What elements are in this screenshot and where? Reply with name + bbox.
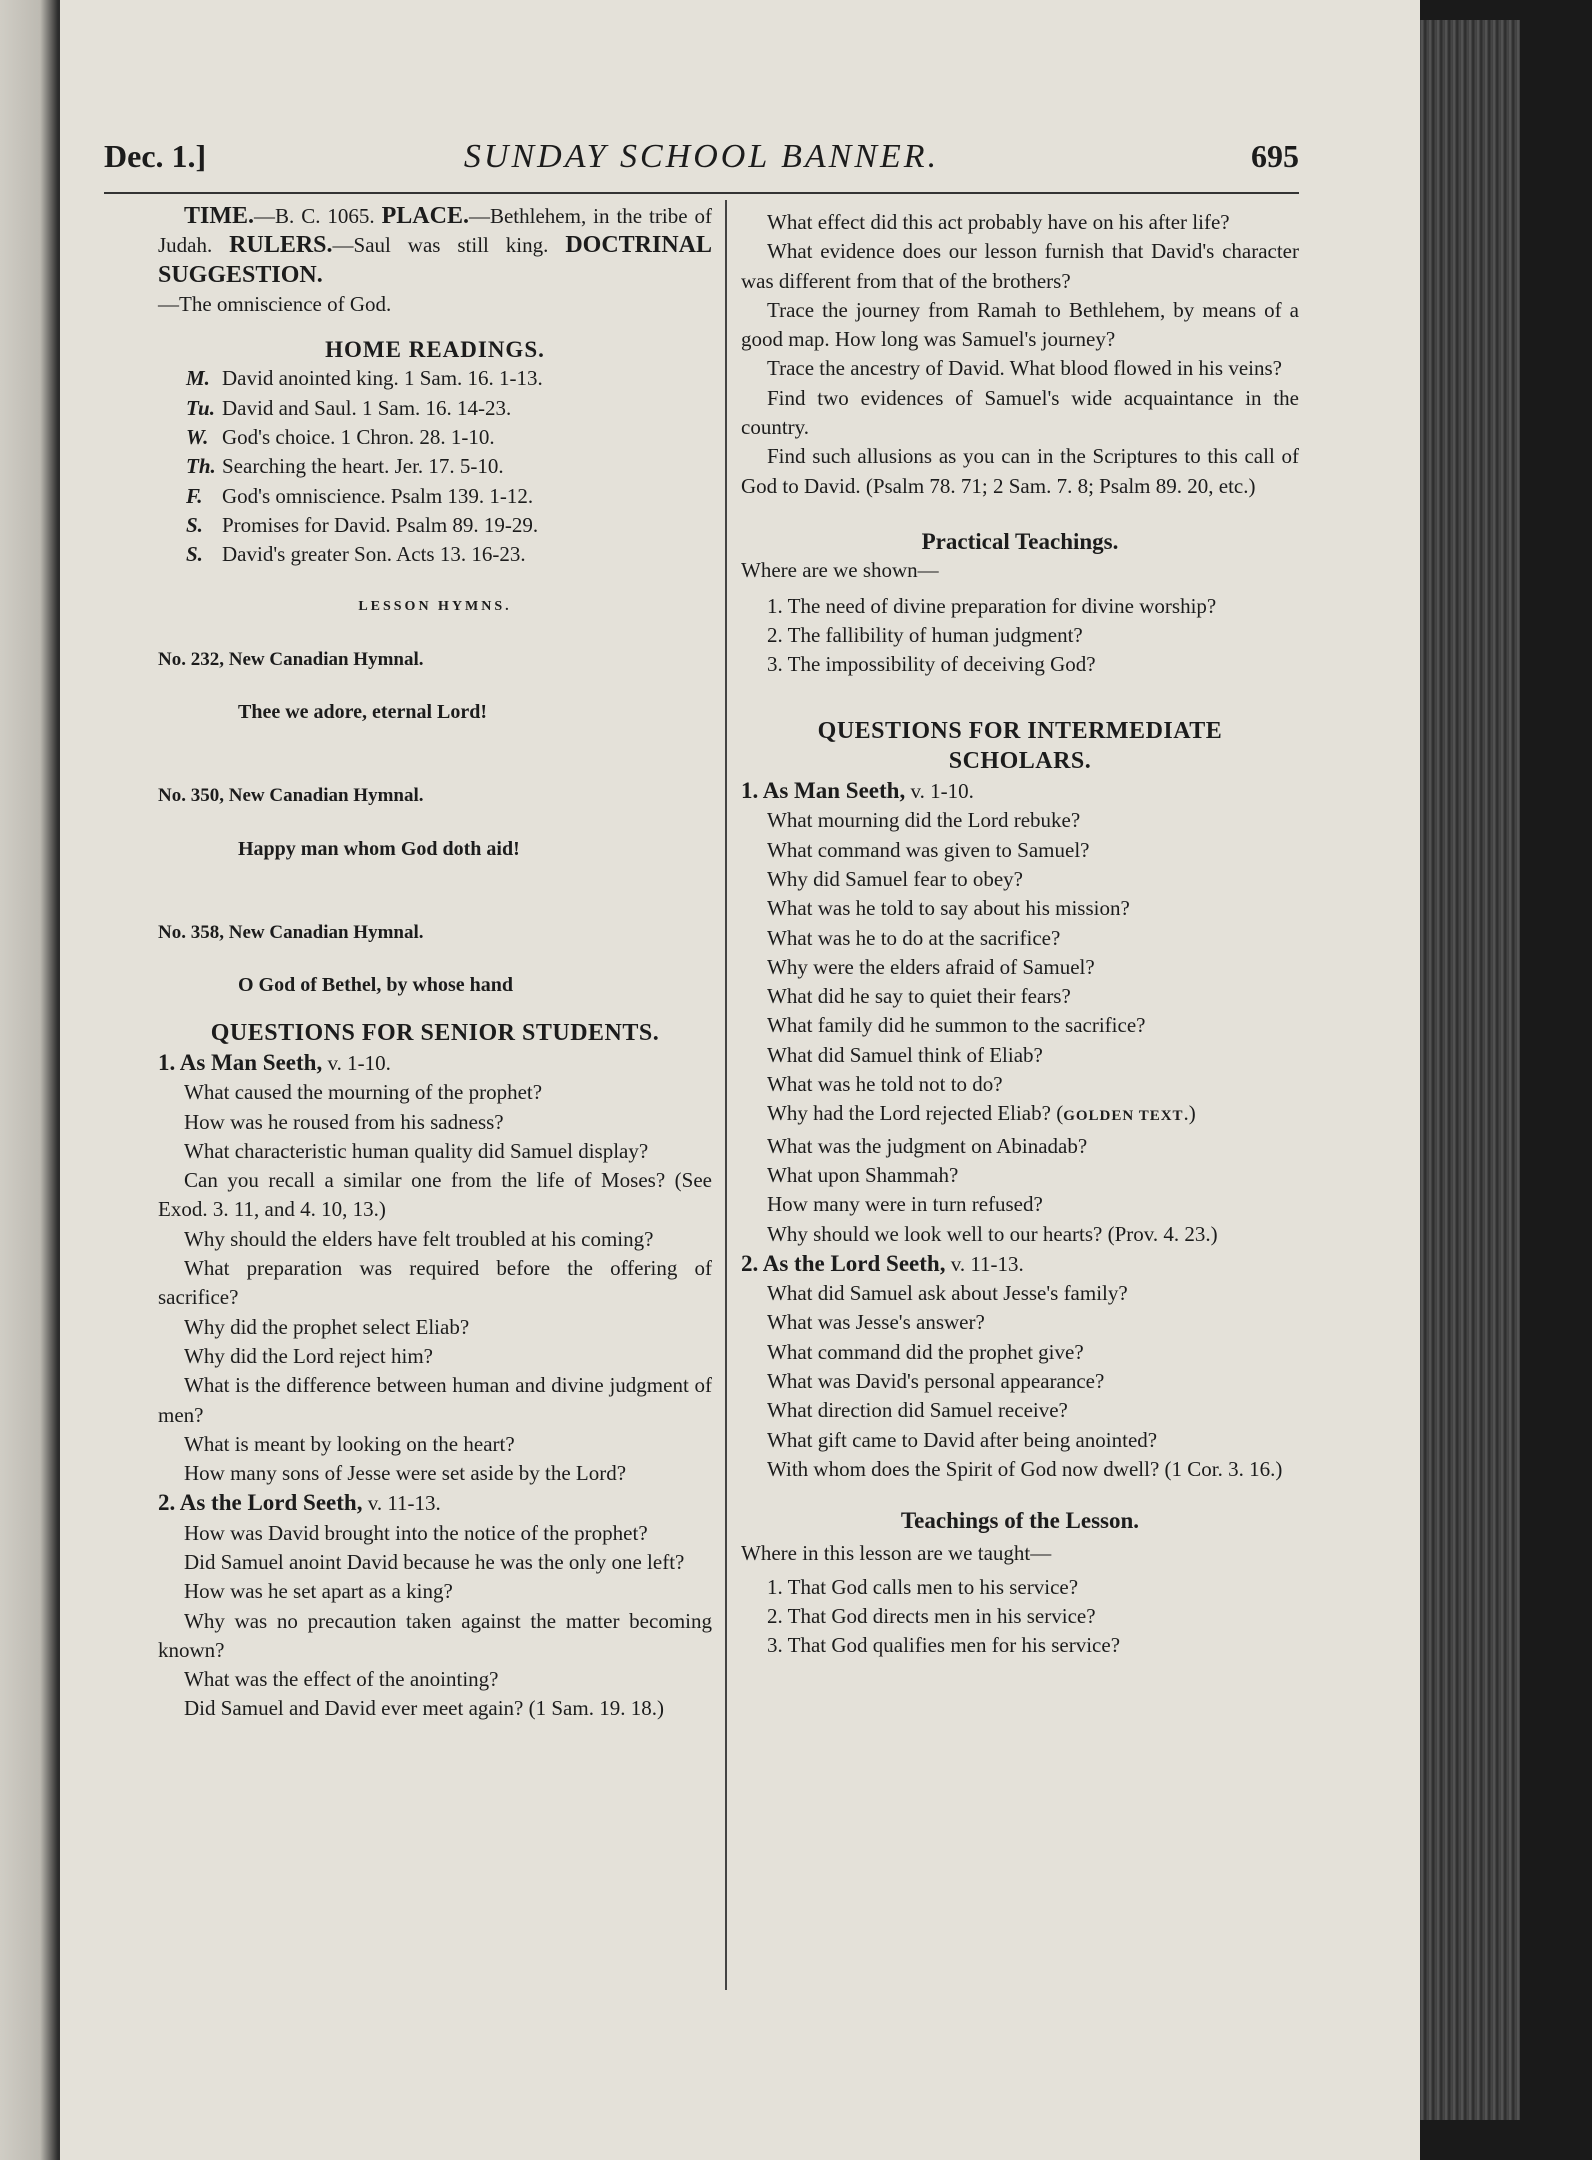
teachings-title: Teachings of the Lesson. [900,1508,1140,1534]
header-title: SUNDAY SCHOOL BANNER. [463,138,940,175]
list-item: 1. The need of divine preparation for divine worship? [767,593,1217,618]
list-item: 3. That God qualifies men for his service? [767,1633,1121,1658]
question: What command did the prophet give? [767,1339,1084,1364]
question: Why did the prophet select Eliab? [184,1314,470,1339]
lesson-hymns-title: LESSON HYMNS. [358,598,512,614]
question: How was he roused from his sadness? [184,1109,504,1134]
question: How was David brought into the notice of the prophet? [184,1520,648,1545]
rulers-label: RULERS. [229,232,333,259]
list-item: 3. The impossibility of deceiving God? [767,652,1096,677]
left-column [158,202,712,1724]
question: Trace the ancestry of David. What blood flowed in his veins? [767,356,1282,381]
question: What did Samuel ask about Jesse's family? [767,1281,1128,1306]
question: Why did the Lord reject him? [184,1343,433,1368]
practical-intro: Where are we shown— [741,558,939,583]
question: What preparation was required before the offering of sacrifice? [158,1256,712,1310]
question: How was he set apart as a king? [184,1579,453,1604]
hymn-ref: No. 358, New Canadian Hymnal. [158,922,424,944]
question: What family did he summon to the sacrifice? [767,1013,1146,1038]
question: How many sons of Jesse were set aside by the Lord? [184,1461,627,1486]
senior-questions-title: QUESTIONS FOR SENIOR STUDENTS. [210,1019,660,1046]
column-divider [725,200,727,1990]
list-item: 1. That God calls men to his service? [767,1574,1079,1599]
list-item: Th. Searching the heart. Jer. 17. 5-10. [186,454,504,479]
golden-text-question: Why had the Lord rejected Eliab? (GOLDEN TEXT.) [767,1101,1196,1126]
practical-teachings-title: Practical Teachings. [921,528,1119,554]
home-readings-list [158,364,712,569]
question: What upon Shammah? [767,1162,959,1187]
list-item: M. David anointed king. 1 Sam. 16. 1-13. [186,366,543,391]
home-readings-title: HOME READINGS. [325,337,545,363]
header-rule [104,192,1299,194]
doctrinal-label: DOCTRINAL SUGGESTION. [158,232,712,288]
hymn-ref: No. 350, New Canadian Hymnal. [158,785,424,807]
question: What effect did this act probably have on his after life? [767,210,1230,234]
place-label: PLACE. [381,203,469,229]
question: How many were in turn refused? [767,1192,1043,1217]
question: Why was no precaution taken against the matter becoming known? [158,1608,712,1662]
teachings-intro: Where in this lesson are we taught— [741,1541,1052,1566]
question: Find such allusions as you can in the Scriptures to this call of God to David. (Psalm 78. 71; 2 Sam. 7. 8; Psalm 89. 20, etc.) [741,444,1299,498]
question: With whom does the Spirit of God now dwell? (1 Cor. 3. 16.) [767,1456,1283,1481]
section-heading: 1. As Man Seeth, v. 1-10. [158,1049,391,1075]
hymn-title: O God of Bethel, by whose hand [238,974,514,997]
rulers-text: —Saul was still king. [332,233,549,258]
question: What direction did Samuel receive? [767,1398,1068,1423]
question: Why were the elders afraid of Samuel? [767,954,1095,979]
book-gutter [0,0,60,2160]
question: What was he told not to do? [767,1072,1003,1097]
question: Did Samuel and David ever meet again? (1 Sam. 19. 18.) [184,1696,664,1721]
intermediate-title-line1: QUESTIONS FOR INTERMEDIATE [817,718,1223,745]
list-item: W. God's choice. 1 Chron. 28. 1-10. [186,425,495,450]
question: What command was given to Samuel? [767,837,1090,862]
hymn-ref: No. 232, New Canadian Hymnal. [158,648,424,670]
question: What is meant by looking on the heart? [184,1431,515,1456]
question: Can you recall a similar one from the life of Moses? (See Exod. 3. 11, and 4. 10, 13.) [158,1168,712,1222]
place-text: —Bethlehem, in the tribe of Judah. [158,204,712,258]
question: What is the difference between human and divine judgment of men? [158,1373,712,1427]
section-heading: 1. As Man Seeth, v. 1-10. [741,778,974,804]
question: Did Samuel anoint David because he was the only one left? [184,1549,685,1574]
question: Why should the elders have felt troubled at his coming? [184,1226,654,1251]
question: Why should we look well to our hearts? (Prov. 4. 23.) [767,1221,1218,1246]
list-item: 2. That God directs men in his service? [767,1604,1096,1629]
question: What was he told to say about his mission? [767,896,1130,921]
time-text: —B. C. 1065. [254,204,375,228]
question: Why did Samuel fear to obey? [767,866,1023,891]
list-item: S. David's greater Son. Acts 13. 16-23. [186,542,526,567]
question: Find two evidences of Samuel's wide acquaintance in the country. [741,385,1299,440]
question: What caused the mourning of the prophet? [184,1080,543,1105]
section-heading: 2. As the Lord Seeth, v. 11-13. [741,1250,1024,1276]
page-header [104,128,1299,188]
question: What mourning did the Lord rebuke? [767,808,1081,833]
list-item: S. Promises for David. Psalm 89. 19-29. [186,512,539,537]
question: What was he to do at the sacrifice? [767,925,1061,950]
question: What was Jesse's answer? [767,1310,985,1335]
header-date: Dec. 1.] [104,138,207,174]
page-number: 695 [1251,138,1299,174]
hymn-title: Thee we adore, eternal Lord! [238,701,488,724]
question: What evidence does our lesson furnish that David's character was different from that of the brothers? [741,239,1299,293]
question: What was David's personal appearance? [767,1368,1105,1393]
hymn-title: Happy man whom God doth aid! [238,837,520,860]
question: What was the effect of the anointing? [184,1667,499,1692]
list-item: Tu. David and Saul. 1 Sam. 16. 14-23. [186,395,512,420]
list-item: F. God's omniscience. Psalm 139. 1-12. [186,483,534,508]
intermediate-title-line2: SCHOLARS. [948,747,1092,774]
question: What did he say to quiet their fears? [767,984,1071,1009]
question: What characteristic human quality did Samuel display? [184,1138,649,1163]
doctrinal-text: —The omniscience of God. [158,291,392,316]
question: What did Samuel think of Eliab? [767,1042,1043,1067]
right-column [741,208,1299,1661]
lesson-intro [158,202,712,290]
page-edges [1420,20,1520,2120]
time-label: TIME. [184,203,255,229]
question: What gift came to David after being anointed? [767,1427,1158,1452]
question: What was the judgment on Abinadab? [767,1133,1088,1158]
list-item: 2. The fallibility of human judgment? [767,622,1083,647]
section-heading: 2. As the Lord Seeth, v. 11-13. [158,1490,441,1516]
question: Trace the journey from Ramah to Bethlehem, by means of a good map. How long was Samuel's journey? [741,297,1299,352]
